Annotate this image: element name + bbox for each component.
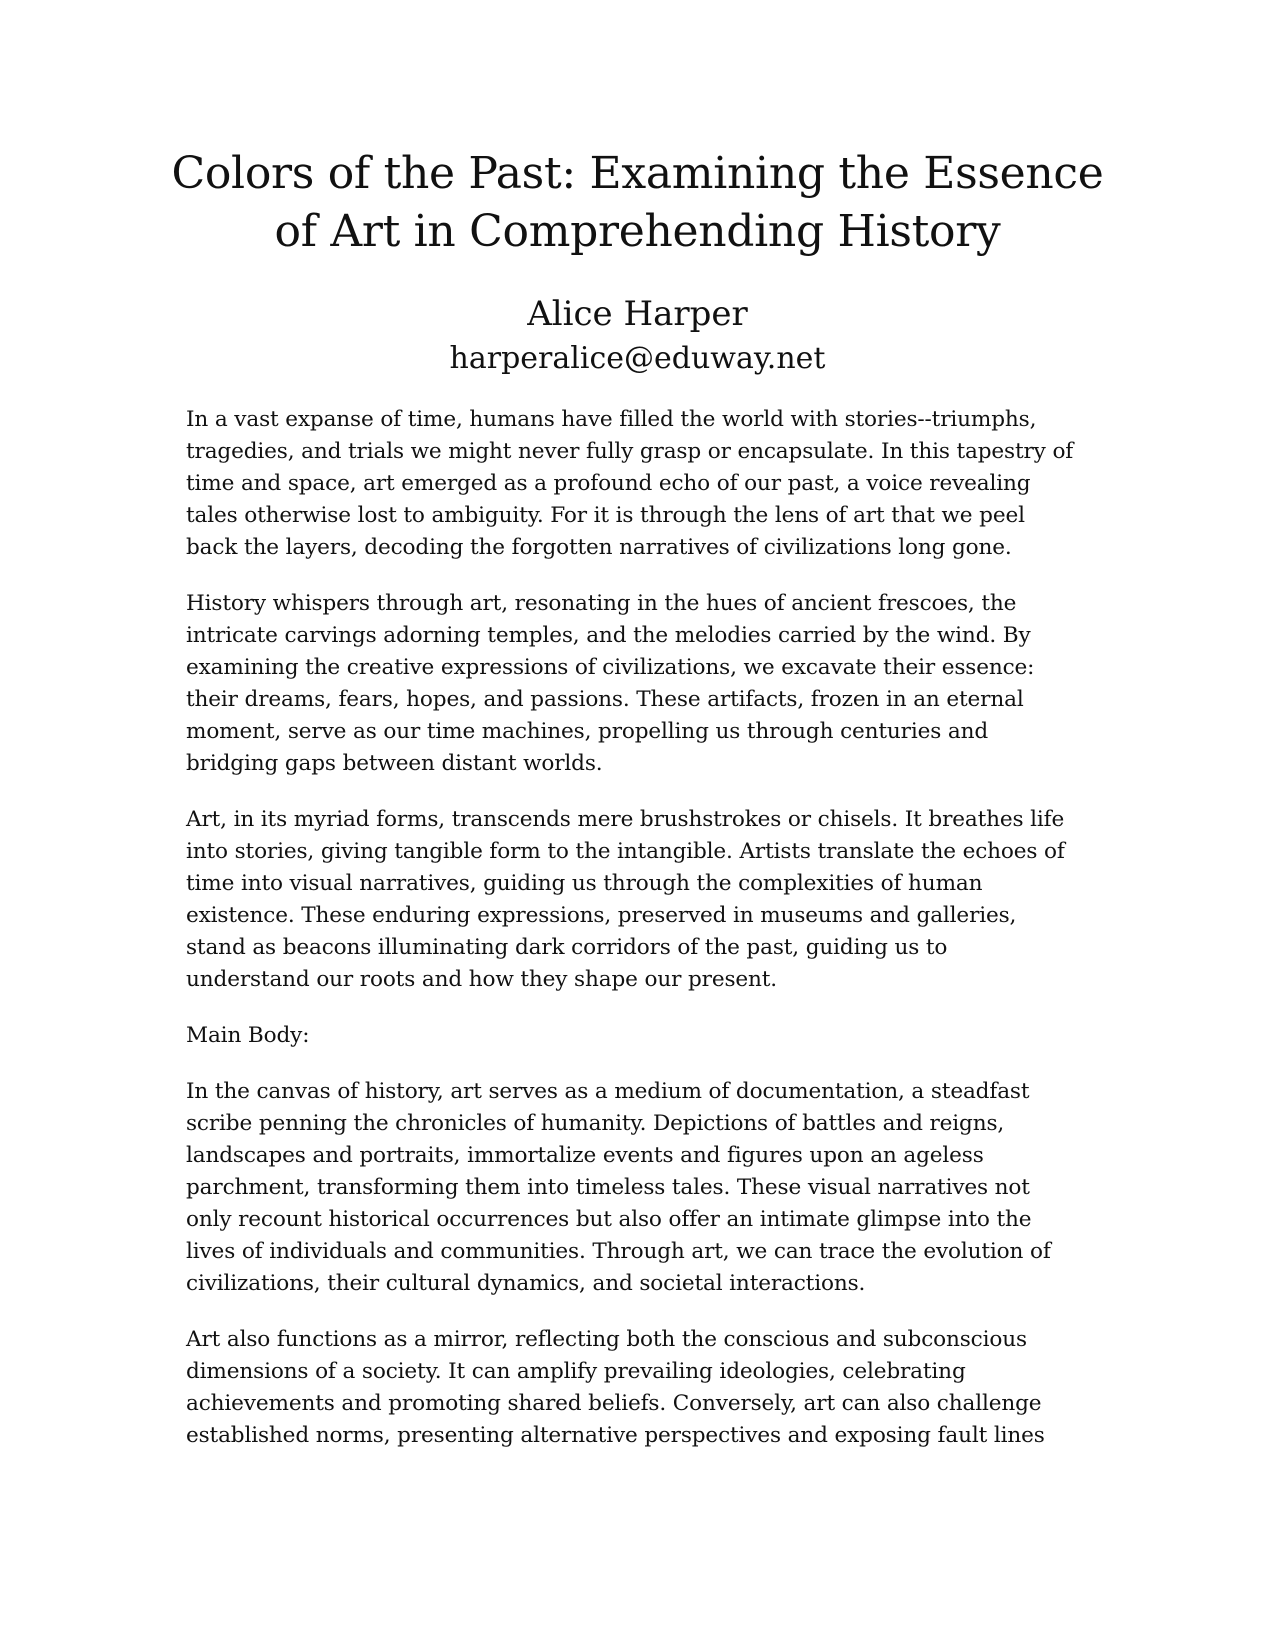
paragraph-line: achievements and promoting shared beliefs. Conversely, art can also challenge (186, 1391, 1042, 1416)
paragraph-line: examining the creative expressions of civilizations, we excavate their essence: (186, 655, 1035, 680)
title-line: Colors of the Past: Examining the Essence (171, 148, 1104, 199)
paragraph-line: stand as beacons illuminating dark corridors of the past, guiding us to (186, 935, 948, 960)
body-paragraph (186, 1076, 1086, 1300)
paragraph-line: time and space, art emerged as a profound echo of our past, a voice revealing (186, 471, 1031, 496)
body-paragraph (186, 804, 1086, 996)
body-paragraph (186, 588, 1086, 780)
paragraph-line: time into visual narratives, guiding us through the complexities of human (186, 871, 983, 896)
paragraph-line: moment, serve as our time machines, propelling us through centuries and (186, 719, 989, 744)
document-body (186, 404, 1086, 1476)
author-name: Alice Harper (527, 294, 748, 334)
document-title (150, 145, 1125, 261)
paragraph-line: dimensions of a society. It can amplify prevailing ideologies, celebrating (186, 1359, 966, 1384)
paragraph-line: existence. These enduring expressions, preserved in museums and galleries, (186, 903, 1017, 928)
paragraph-line: landscapes and portraits, immortalize events and figures upon an ageless (186, 1143, 984, 1168)
paragraph-line: established norms, presenting alternative perspectives and exposing fault lines (186, 1423, 1045, 1448)
paragraph-line: In the canvas of history, art serves as a medium of documentation, a steadfast (186, 1079, 1030, 1104)
paragraph-line: lives of individuals and communities. Through art, we can trace the evolution of (186, 1239, 1051, 1264)
paragraph-line: scribe penning the chronicles of humanity. Depictions of battles and reigns, (186, 1111, 1005, 1136)
paragraph-line: tragedies, and trials we might never fully grasp or encapsulate. In this tapestry of (186, 439, 1074, 464)
paragraph-line: Art, in its myriad forms, transcends mere brushstrokes or chisels. It breathes life (186, 807, 1065, 832)
section-heading-main-body (186, 1020, 1086, 1052)
body-paragraph (186, 1324, 1086, 1452)
paragraph-line: their dreams, fears, hopes, and passions. These artifacts, frozen in an eternal (186, 687, 1024, 712)
paragraph-line: In a vast expanse of time, humans have filled the world with stories--triumphs, (186, 407, 1037, 432)
paragraph-line: parchment, transforming them into timeless tales. These visual narratives not (186, 1175, 1030, 1200)
body-paragraph (186, 404, 1086, 564)
paragraph-line: only recount historical occurrences but also offer an intimate glimpse into the (186, 1207, 1032, 1232)
paragraph-line: History whispers through art, resonating in the hues of ancient frescoes, the (186, 591, 1017, 616)
paragraph-line: bridging gaps between distant worlds. (186, 751, 603, 776)
title-line: of Art in Comprehending History (274, 206, 1001, 257)
paragraph-line: Main Body: (186, 1023, 310, 1048)
paragraph-line: civilizations, their cultural dynamics, and societal interactions. (186, 1271, 866, 1296)
paragraph-line: intricate carvings adorning temples, and the melodies carried by the wind. By (186, 623, 1031, 648)
paragraph-line: understand our roots and how they shape our present. (186, 967, 778, 992)
paragraph-line: back the layers, decoding the forgotten narratives of civilizations long gone. (186, 535, 1012, 560)
paragraph-line: tales otherwise lost to ambiguity. For it is through the lens of art that we peel (186, 503, 1025, 528)
paragraph-line: into stories, giving tangible form to the intangible. Artists translate the echoes of (186, 839, 1065, 864)
paragraph-line: Art also functions as a mirror, reflecting both the conscious and subconscious (186, 1327, 1027, 1352)
author-email: harperalice@eduway.net (449, 341, 826, 376)
